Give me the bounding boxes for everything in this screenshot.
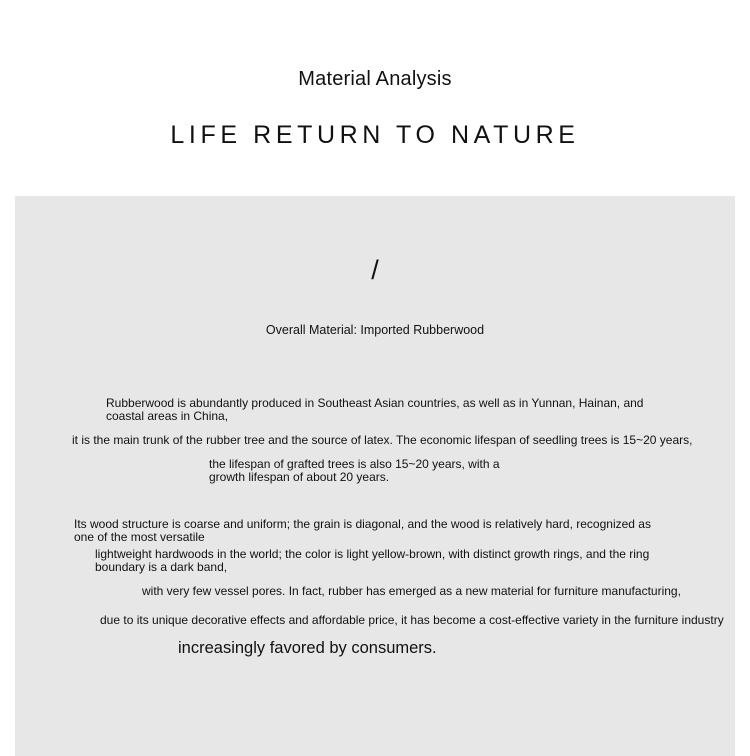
paragraph-structure: Its wood structure is coarse and uniform; the grain is diagonal, and the wood is relatively hard, recognized as one of the most versatile: [74, 517, 651, 544]
paragraph-price: due to its unique decorative effects and affordable price, it has become a cost-effective variety in the furniture industry: [100, 613, 724, 627]
paragraph-grafted: the lifespan of grafted trees is also 15~20 years, with a growth lifespan of about 20 years.: [209, 457, 500, 484]
material-line: Overall Material: Imported Rubberwood: [265, 323, 485, 337]
paragraph-origin: Rubberwood is abundantly produced in Southeast Asian countries, as well as in Yunnan, Hainan, and coastal areas in China,: [106, 396, 644, 423]
paragraph-pores: with very few vessel pores. In fact, rubber has emerged as a new material for furniture manufacturing,: [142, 584, 681, 598]
paragraph-color: lightweight hardwoods in the world; the color is light yellow-brown, with distinct growth rings, and the ring boundary is a dark band,: [95, 547, 650, 574]
slash-divider: /: [371, 255, 379, 285]
page-subtitle: LIFE RETURN TO NATURE: [170, 121, 580, 149]
paragraph-lifespan: it is the main trunk of the rubber tree and the source of latex. The economic lifespan of seedling trees is 15~20 years,: [72, 433, 693, 447]
paragraph-conclusion: increasingly favored by consumers.: [178, 639, 437, 657]
page-title: Material Analysis: [298, 68, 452, 90]
